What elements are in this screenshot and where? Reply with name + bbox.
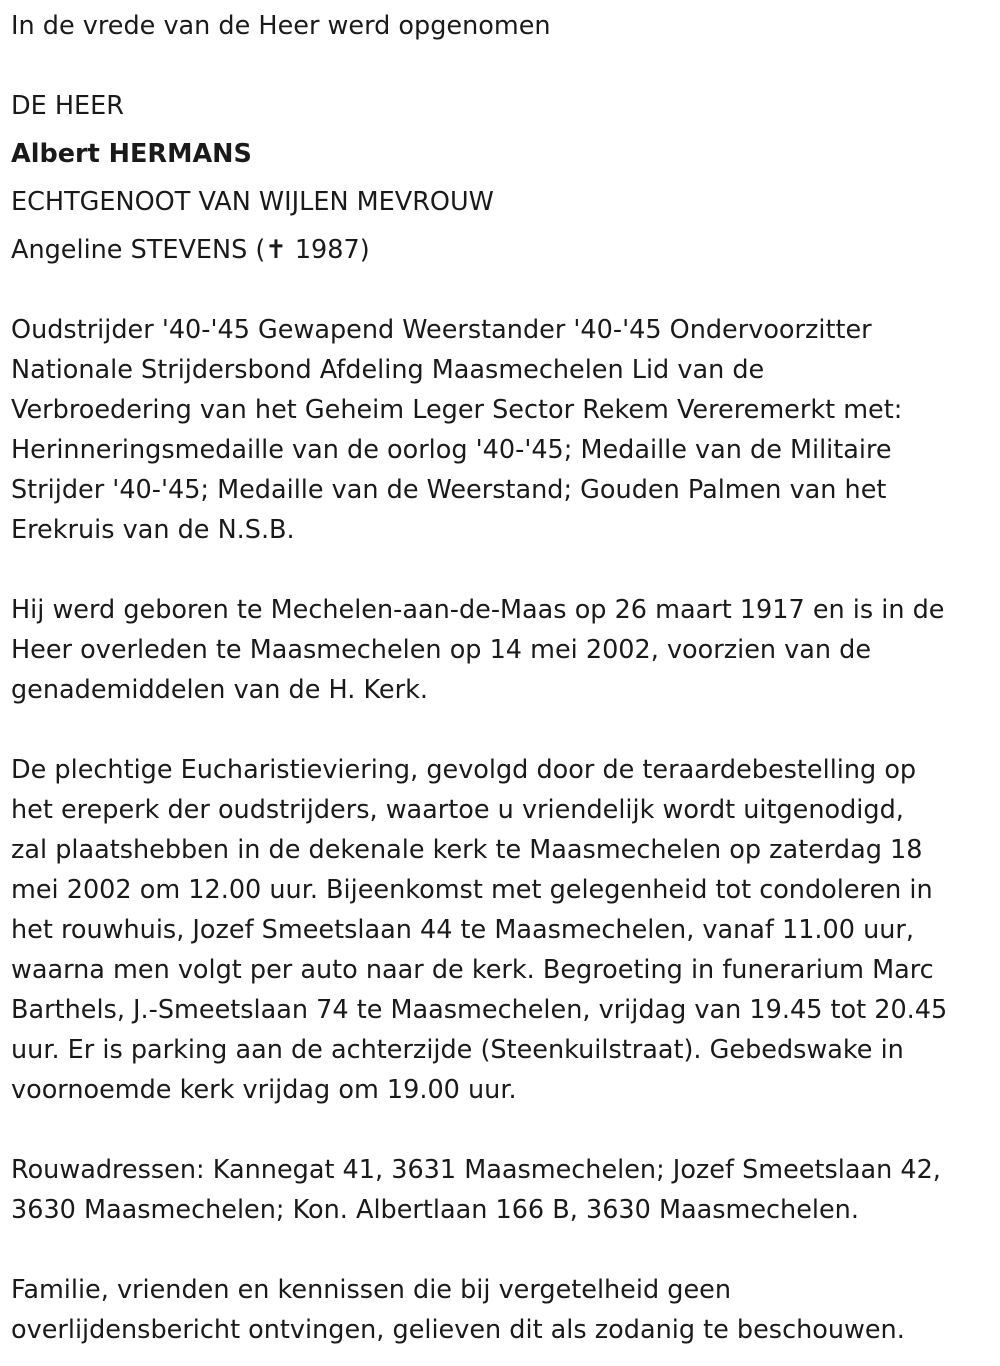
paragraph-line: voornoemde kerk vrijdag om 19.00 uur. — [11, 1075, 517, 1105]
paragraph-line: Familie, vrienden en kennissen die bij vergetelheid geen — [11, 1275, 731, 1305]
paragraph-line: het rouwhuis, Jozef Smeetslaan 44 te Maasmechelen, vanaf 11.00 uur, — [11, 915, 915, 945]
paragraph-closing — [11, 1270, 905, 1350]
paragraph-line: De plechtige Eucharistieviering, gevolgd door de teraardebestelling op — [11, 755, 917, 785]
paragraph-line: waarna men volgt per auto naar de kerk. Begroeting in funerarium Marc — [11, 955, 934, 985]
paragraph-line: Herinneringsmedaille van de oorlog '40-'45; Medaille van de Militaire — [11, 435, 892, 465]
title-prefix: DE HEER — [11, 91, 124, 121]
name-block — [11, 82, 494, 274]
paragraph-line: overlijdensbericht ontvingen, gelieven dit als zodanig te beschouwen. — [11, 1315, 905, 1345]
paragraph-ceremony — [11, 750, 947, 1110]
paragraph-line: genademiddelen van de H. Kerk. — [11, 675, 428, 705]
paragraph-line: 3630 Maasmechelen; Kon. Albertlaan 166 B, 3630 Maasmechelen. — [11, 1195, 859, 1225]
paragraph-line: Rouwadressen: Kannegat 41, 3631 Maasmechelen; Jozef Smeetslaan 42, — [11, 1155, 941, 1185]
paragraph-line: Strijder '40-'45; Medaille van de Weerstand; Gouden Palmen van het — [11, 475, 887, 505]
paragraph-line: Nationale Strijdersbond Afdeling Maasmechelen Lid van de — [11, 355, 765, 385]
paragraph-line: mei 2002 om 12.00 uur. Bijeenkomst met gelegenheid tot condoleren in — [11, 875, 933, 905]
paragraph-line: uur. Er is parking aan de achterzijde (Steenkuilstraat). Gebedswake in — [11, 1035, 904, 1065]
paragraph-line: Verbroedering van het Geheim Leger Sector Rekem Vereremerkt met: — [11, 395, 903, 425]
paragraph-line: Heer overleden te Maasmechelen op 14 mei 2002, voorzien van de — [11, 635, 872, 665]
intro-text: In de vrede van de Heer werd opgenomen — [11, 11, 551, 41]
spouse-name: Angeline STEVENS (✝ 1987) — [11, 235, 370, 265]
paragraph-line: zal plaatshebben in de dekenale kerk te Maasmechelen op zaterdag 18 — [11, 835, 923, 865]
paragraph-line: Barthels, J.-Smeetslaan 74 te Maasmechelen, vrijdag van 19.45 tot 20.45 — [11, 995, 948, 1025]
paragraph-birth-death — [11, 590, 944, 710]
deceased-name: Albert HERMANS — [11, 139, 252, 169]
paragraph-honors — [11, 310, 902, 550]
relation-text: ECHTGENOOT VAN WIJLEN MEVROUW — [11, 187, 494, 217]
paragraph-line: Erekruis van de N.S.B. — [11, 515, 295, 545]
paragraph-line: het ereperk der oudstrijders, waartoe u vriendelijk wordt uitgenodigd, — [11, 795, 904, 825]
paragraph-line: Oudstrijder '40-'45 Gewapend Weerstander '40-'45 Ondervoorzitter — [11, 315, 872, 345]
paragraph-line: Hij werd geboren te Mechelen-aan-de-Maas op 26 maart 1917 en is in de — [11, 595, 945, 625]
paragraph-addresses — [11, 1150, 941, 1230]
